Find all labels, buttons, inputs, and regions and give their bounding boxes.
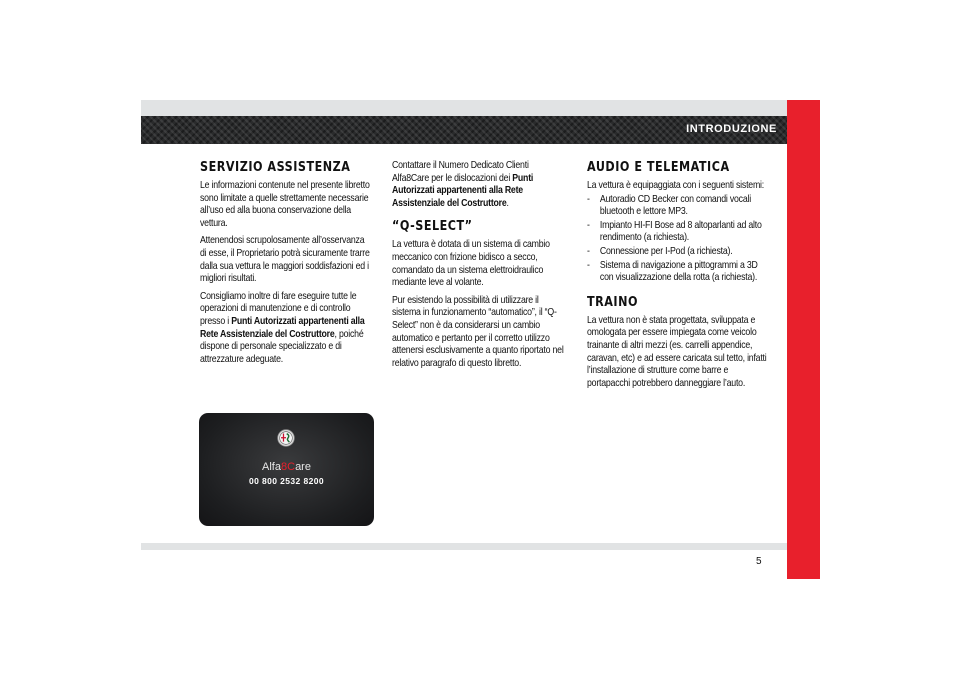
section-header-bar <box>141 116 787 144</box>
list-item: - Sistema di navigazione a pittogrammi a 3D con visualizzazione della rotta (a richiesta). <box>587 260 767 285</box>
column-servizio <box>200 160 372 371</box>
brand-part: are <box>295 461 311 473</box>
section-title: INTRODUZIONE <box>686 123 777 135</box>
qselect-paragraph-1: La vettura è dotata di un sistema di cambio meccanico con frizione bidisco a secco, comandato da un sistema elettroidraulico mediante leve al volante. <box>392 239 550 289</box>
servizio-paragraph-3 <box>200 291 372 367</box>
qselect-heading: “Q-SELECT” <box>392 219 473 235</box>
qselect-paragraph-2: Pur esistendo la possibilità di utilizzare il sistema in funzionamento “automatico”, il “Q-Select” non è da considerarsi un cambio automatico e pertanto per il corretto utilizzo attenersi esclusivamente a quanto riportato nel relativo paragrafo di questo libretto. <box>392 294 564 369</box>
audio-intro: La vettura è equipaggiata con i seguenti sistemi: <box>587 180 764 191</box>
column-qselect <box>392 160 567 375</box>
servizio-paragraph-1: Le informazioni contenute nel presente libretto sono limitate a quelle strettamente necessarie all’uso ed alla buona conservazione della vettura. <box>200 180 370 229</box>
bottom-band <box>141 543 787 550</box>
card-phone-number: 00 800 2532 8200 <box>249 476 324 486</box>
red-side-tab <box>787 100 820 579</box>
contact-paragraph <box>392 160 567 210</box>
contact-text: Contattare il Numero Dedicato Clienti Alfa8Care per le dislocazioni dei <box>392 160 529 184</box>
alfa-romeo-logo-icon <box>277 429 295 447</box>
top-band <box>141 100 787 116</box>
brand-part-highlight: 8C <box>281 461 296 473</box>
list-item: - Impianto HI-FI Bose ad 8 altoparlanti ad alto rendimento (a richiesta). <box>587 220 767 245</box>
page-number: 5 <box>756 556 762 567</box>
traino-heading: TRAINO <box>587 294 639 310</box>
brand-part: Alfa <box>262 461 281 473</box>
contact-tail: . <box>506 197 509 209</box>
alfa8care-card <box>199 413 374 526</box>
column-audio <box>587 160 767 395</box>
servizio-paragraph-2: Attenendosi scrupolosamente all’osservanza di esse, il Proprietario potrà sicuramente trarre dalla sua vettura le maggiori soddisfazioni ed i migliori risultati. <box>200 235 370 285</box>
audio-heading: AUDIO E TELEMATICA <box>587 160 730 175</box>
audio-list <box>587 194 767 285</box>
servizio-p3-text: Consigliamo inoltre di fare eseguire tutte le operazioni di manutenzione e di controllo presso i <box>200 290 357 327</box>
list-item: - Autoradio CD Becker con comandi vocali bluetooth e lettore MP3. <box>587 194 767 219</box>
contact-bold: Punti Autorizzati appartenenti alla Rete Assistenziale del Costruttore <box>392 172 534 209</box>
servizio-heading: SERVIZIO ASSISTENZA <box>200 160 351 175</box>
traino-paragraph: La vettura non è stata progettata, sviluppata e omologata per essere impiegata come veicolo trainante di altri mezzi (es. carrelli appendice, caravan, etc) e ad essere caricata sul tetto, infatti l’installazione di strutture come barre e portapacchi potrebbero danneggiare l’auto. <box>587 314 767 389</box>
servizio-p3-tail: , poiché dispone di personale specializzato e di attrezzature adeguate. <box>200 328 364 365</box>
card-brand <box>199 461 374 473</box>
list-item: - Connessione per I-Pod (a richiesta). <box>587 246 767 259</box>
servizio-p3-bold: Punti Autorizzati appartenenti alla Rete Assistenziale del Costruttore <box>200 315 365 340</box>
